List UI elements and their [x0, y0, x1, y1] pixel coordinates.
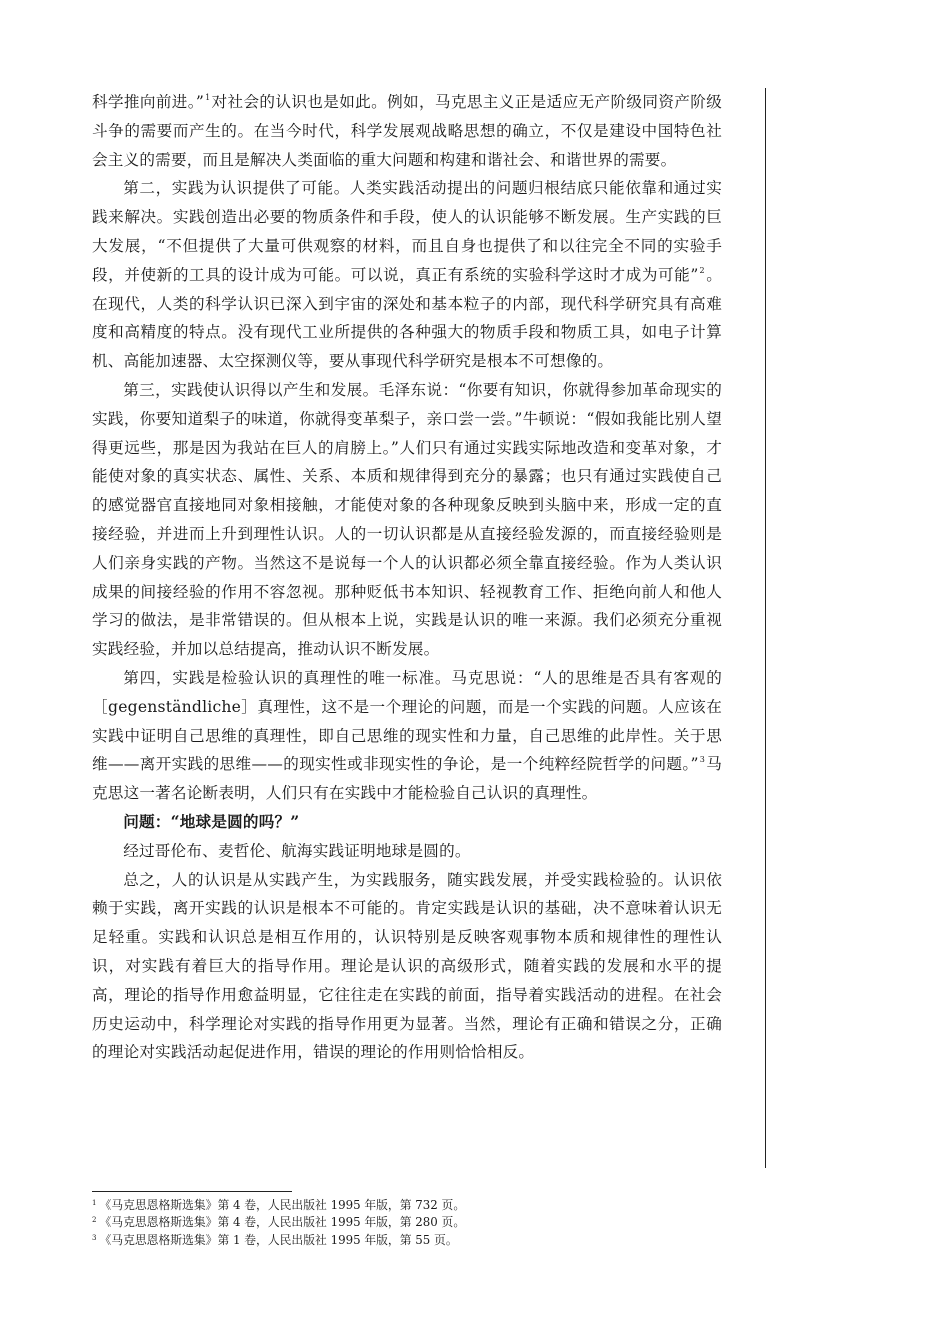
- footnotes: [92, 1197, 732, 1249]
- paragraph-third: 第三，实践使认识得以产生和发展。毛泽东说：“你要有知识，你就得参加革命现实的实践，你要知道梨子的味道，你就得变革梨子，亲口尝一尝。”牛顿说：“假如我能比别人望得更远些，那是因为我站在巨人的肩膀上。”人们只有通过实践实际地改造和变革对象，才能使对象的真实状态、属性、关系、本质和规律得到充分的暴露；也只有通过实践使自己的感觉器官直接地同对象相接触，才能使对象的各种现象反映到头脑中来，形成一定的直接经验，并进而上升到理性认识。人的一切认识都是从直接经验发源的，而直接经验则是人们亲身实践的产物。当然这不是说每一个人的认识都必须全靠直接经验。作为人类认识成果的间接经验的作用不容忽视。那种贬低书本知识、轻视教育工作、拒绝向前人和他人学习的做法，是非常错误的。但从根本上说，实践是认识的唯一来源。我们必须充分重视实践经验，并加以总结提高，推动认识不断发展。: [92, 380, 722, 659]
- footnote-ref-3[interactable]: 3: [699, 755, 706, 765]
- footnote-ref-2[interactable]: 2: [699, 265, 705, 275]
- footnote-3: $^3$ 《马克思恩格斯选集》第 1 卷，人民出版社 1995 年版，第 55 页。: [92, 1232, 458, 1247]
- paragraph-summary: 总之，人的认识是从实践产生，为实践服务，随实践发展，并受实践检验的。认识依赖于实践，离开实践的认识是根本不可能的。肯定实践是认识的基础，决不意味着认识无足轻重。实践和认识总是相互作用的，认识特别是反映客观事物本质和规律性的理性认识，对实践有着巨大的指导作用。理论是认识的高级形式，随着实践的发展和水平的提高，理论的指导作用愈益明显，它往往走在实践的前面，指导着实践活动的进程。在社会历史运动中，科学理论对实践的指导作用更为显著。当然，理论有正确和错误之分，正确的理论对实践活动起促进作用，错误的理论的作用则恰恰相反。: [92, 870, 722, 1062]
- footnote-1: $^1$ 《马克思恩格斯选集》第 4 卷，人民出版社 1995 年版，第 732 页。: [92, 1198, 466, 1212]
- margin-rule: [765, 88, 766, 1168]
- paragraph-continuation: 科学推向前进。”$^1$对社会的认识也是如此。例如，马克思主义正是适应无产阶级同资产阶级斗争的需要而产生的。在当今时代，科学发展观战略思想的确立，不仅是建设中国特色社会主义的需要，而且是解决人类面临的重大问题和构建和谐社会、和谐世界的需要。: [92, 93, 722, 169]
- body-text: [92, 88, 722, 1067]
- footnote-2: $^2$ 《马克思恩格斯选集》第 4 卷，人民出版社 1995 年版，第 280 页。: [92, 1215, 466, 1230]
- footnote-separator: [92, 1191, 292, 1192]
- question-heading: 问题：“地球是圆的吗？”: [123, 811, 300, 831]
- footnote-ref-1[interactable]: 1: [205, 93, 211, 102]
- answer-paragraph: 经过哥伦布、麦哲伦、航海实践证明地球是圆的。: [123, 841, 471, 860]
- paragraph-second: 第二，实践为认识提供了可能。人类实践活动提出的问题归根结底只能依靠和通过实践来解决。实践创造出必要的物质条件和手段，使人的认识能够不断发展。生产实践的巨大发展，“不但提供了大量可供观察的材料，而且自身也提供了和以往完全不同的实验手段，并使新的工具的设计成为可能。可以说，真正有系统的实验科学这时才成为可能”$^2$。在现代，人类的科学认识已深入到宇宙的深处和基本粒子的内部，现代科学研究具有高难度和高精度的特点。没有现代工业所提供的各种强大的物质手段和物质工具，如电子计算机、高能加速器、太空探测仪等，要从事现代科学研究是根本不可想像的。: [92, 179, 723, 371]
- paragraph-fourth: 第四，实践是检验认识的真理性的唯一标准。马克思说：“人的思维是否具有客观的［gegenständliche］真理性，这不是一个理论的问题，而是一个实践的问题。人应该在实践中证明自己思维的真理性，即自己思维的现实性和力量，自己思维的此岸性。关于思维——离开实践的思维——的现实性或非现实性的争论，是一个纯粹经院哲学的问题。”$^3$马克思这一著名论断表明，人们只有在实践中才能检验自己认识的真理性。: [92, 668, 722, 803]
